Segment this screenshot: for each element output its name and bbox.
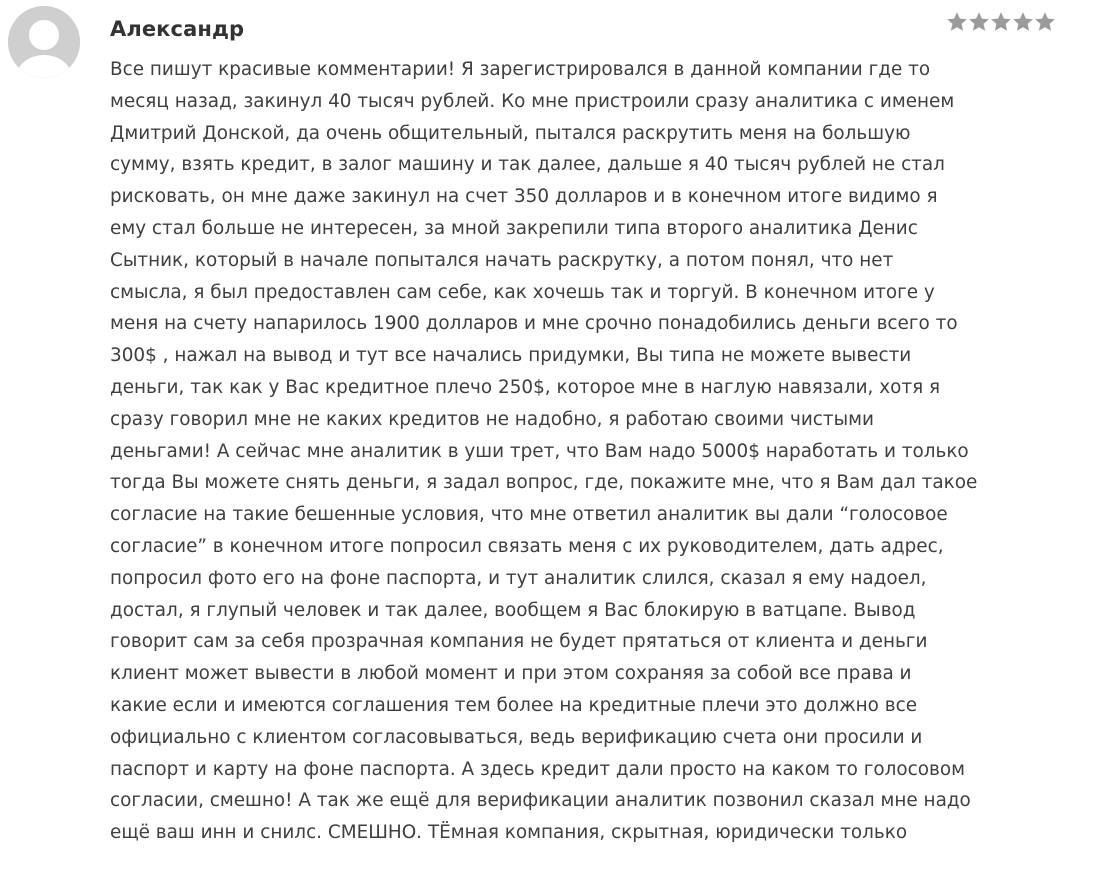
review-text-line: достал, я глупый человек и так далее, вообщем я Вас блокирую в ватцапе. Вывод [110,599,916,621]
avatar [8,6,80,78]
user-silhouette-icon [8,6,80,78]
star-icon [1012,11,1034,33]
review-text-line: месяц назад, закинул 40 тысяч рублей. Ко мне пристроили сразу аналитика с именем [110,90,955,112]
star-rating [946,11,1056,33]
review-text-line: клиент может вывести в любой момент и при этом сохраняя за собой все права и [110,663,912,685]
review-text-line: какие если и имеются соглашения тем более на кредитные плечи это должно все [110,694,918,716]
review-text-line: официально с клиентом согласовываться, ведь верификацию счета они просили и [110,726,923,748]
review-text-line: попросил фото его на фоне паспорта, и тут аналитик слился, сказал я ему надоел, [110,567,927,589]
review-text-line: Сытник, который в начале попытался начать раскрутку, а потом понял, что нет [110,249,894,271]
review-text-line: ему стал больше не интересен, за мной закрепили типа второго аналитика Денис [110,217,918,239]
star-icon [1034,11,1056,33]
review-text-line: тогда Вы можете снять деньги, я задал вопрос, где, покажите мне, что я Вам дал такое [110,472,978,494]
star-icon [968,11,990,33]
author-name: Александр [110,17,245,41]
review-text-line: паспорт и карту на фоне паспорта. А здесь кредит дали просто на каком то голосовом [110,758,965,780]
review-text-line: меня на счету напарилось 1900 долларов и мне срочно понадобились деньги всего то [110,313,958,335]
review-text-line: сразу говорил мне не каких кредитов не надобно, я работаю своими чистыми [110,408,874,430]
review-text-line: рисковать, он мне даже закинул на счет 350 долларов и в конечном итоге видимо я [110,186,938,208]
review-text-line: Дмитрий Донской, да очень общительный, пытался раскрутить меня на большую [110,122,911,144]
review-text-line: ещё ваш инн и снилс. СМЕШНО. ТЁмная компания, скрытная, юридически только [110,822,908,844]
review-text-line: Все пишут красивые комментарии! Я зарегистрировался в данной компании где то [110,59,931,80]
review-text-line: говорит сам за себя прозрачная компания не будет прятаться от клиента и деньги [110,631,928,653]
review-text-line: согласии, смешно! А так же ещё для верификации аналитик позвонил сказал мне надо [110,790,971,812]
review-text-line: деньгами! А сейчас мне аналитик в уши трет, что Вам надо 5000$ наработать и только [110,440,969,462]
star-icon [990,11,1012,33]
review-text-line: 300$ , нажал на вывод и тут все начались придумки, Вы типа не можете вывести [110,345,912,367]
review-text-line: деньги, так как у Вас кредитное плечо 250$, которое мне в наглую навязали, хотя я [110,376,941,398]
star-icon [946,11,968,33]
review-text-line: согласие на такие бешенные условия, что мне ответил аналитик вы дали “голосовое [110,504,948,526]
review-text [110,54,1090,849]
review-text-line: смысла, я был предоставлен сам себе, как хочешь так и торгуй. В конечном итоге у [110,281,935,303]
review-text-line: сумму, взять кредит, в залог машину и так далее, дальше я 40 тысяч рублей не стал [110,154,945,176]
review-text-line: согласие” в конечном итоге попросил связать меня с их руководителем, дать адрес, [110,535,944,557]
